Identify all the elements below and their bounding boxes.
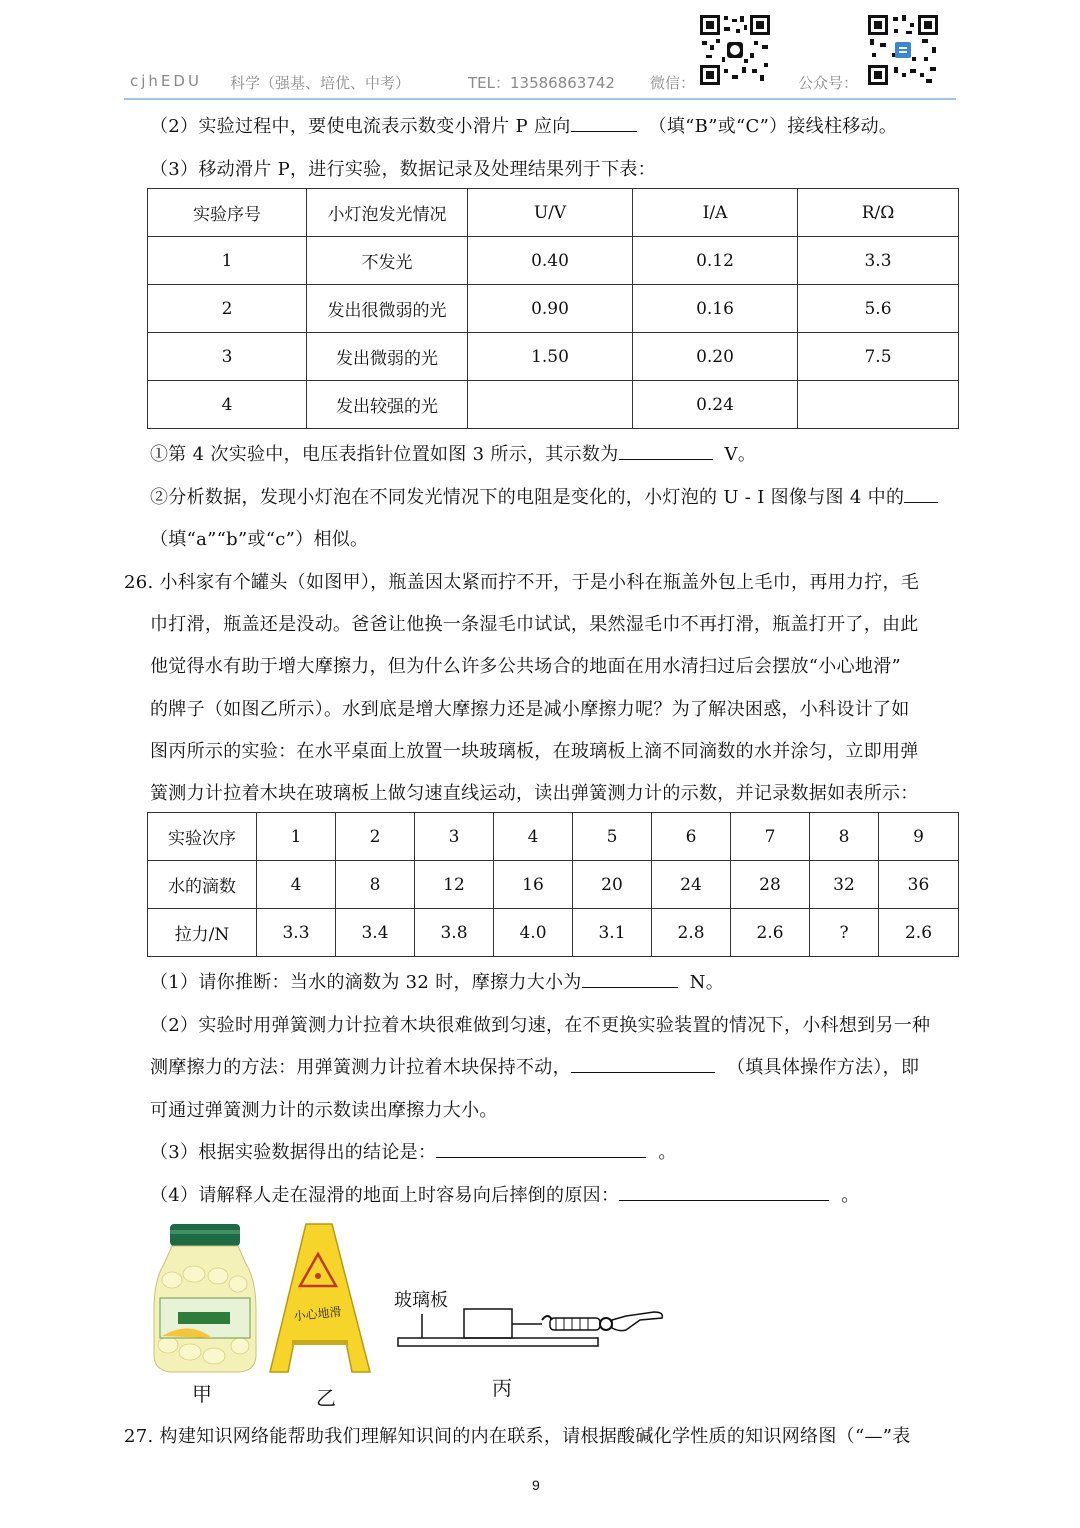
q25-sub2: ②分析数据，发现小灯泡在不同发光情况下的电阻是变化的，小灯泡的 U - I 图像与图 4 中的	[150, 483, 938, 509]
table-cell	[798, 381, 959, 429]
table-cell: 水的滴数	[148, 861, 257, 909]
table-cell: 1.50	[468, 333, 633, 381]
q26-part4-blank	[619, 1182, 829, 1201]
q25-sub2-blank	[904, 484, 938, 503]
table-cell: 1	[257, 813, 336, 861]
table-cell: 32	[810, 861, 879, 909]
table-cell: 9	[879, 813, 959, 861]
table-cell: 8	[336, 861, 415, 909]
table-cell: 3	[148, 333, 307, 381]
table-cell: 2.6	[731, 909, 810, 957]
official-account-qr-code-icon	[866, 13, 940, 87]
table-header-cell: 实验序号	[148, 189, 307, 237]
table-cell: 3.3	[257, 909, 336, 957]
table-header-cell: 小灯泡发光情况	[307, 189, 468, 237]
table-cell: 2.6	[879, 909, 959, 957]
table-cell: 发出较强的光	[307, 381, 468, 429]
q26-part2b: 测摩擦力的方法：用弹簧测力计拉着木块保持不动， （填具体操作方法），即	[150, 1053, 919, 1079]
table-cell: 发出很微弱的光	[307, 285, 468, 333]
q26-part2a: （2）实验时用弹簧测力计拉着木块很难做到匀速，在不更换实验装置的情况下，小科想到另一种	[150, 1015, 931, 1036]
table-cell: 0.12	[633, 237, 798, 285]
q26-part3-blank	[436, 1139, 646, 1158]
table-cell: 5.6	[798, 285, 959, 333]
table-row	[148, 909, 959, 957]
glass-plate-label: 玻璃板	[394, 1290, 448, 1311]
table-header-row	[148, 189, 959, 237]
header-wechat-label: 微信：	[650, 74, 696, 92]
table-cell: 实验次序	[148, 813, 257, 861]
table-cell: 4	[257, 861, 336, 909]
q26-line-4: 的牌子（如图乙所示）。水到底是增大摩擦力还是减小摩擦力呢？为了解决困惑，小科设计了如	[150, 699, 910, 720]
q26-part2c: 可通过弹簧测力计的示数读出摩擦力大小。	[150, 1100, 498, 1121]
table-cell: 3.8	[415, 909, 494, 957]
q27-line-1: 27. 构建知识网络能帮助我们理解知识间的内在联系，请根据酸碱化学性质的知识网络图（“—”表	[124, 1426, 911, 1447]
figure-label-bing: 丙	[492, 1376, 512, 1400]
q26-line-6: 簧测力计拉着木块在玻璃板上做匀速直线运动，读出弹簧测力计的示数，并记录数据如表所示：	[150, 783, 919, 804]
table-cell: 2	[148, 285, 307, 333]
q26-line-2: 巾打滑，瓶盖还是没动。爸爸让他换一条湿毛巾试试，果然湿毛巾不再打滑，瓶盖打开了，由此	[150, 614, 919, 635]
table-row	[148, 861, 959, 909]
canned-fruit-jar-image	[150, 1220, 260, 1375]
table-cell: 16	[494, 861, 573, 909]
table-header-cell: U/V	[468, 189, 633, 237]
table-cell: 2	[336, 813, 415, 861]
table-row	[148, 813, 959, 861]
table-cell: 6	[652, 813, 731, 861]
q26-part3: （3）根据实验数据得出的结论是： 。	[150, 1138, 677, 1164]
wechat-qr-code-icon	[698, 13, 772, 87]
table-cell: 不发光	[307, 237, 468, 285]
table-cell: 发出微弱的光	[307, 333, 468, 381]
q26-line-5: 图丙所示的实验：在水平桌面上放置一块玻璃板，在玻璃板上滴不同滴数的水并涂匀，立即用弹	[150, 741, 919, 762]
table-header-cell: R/Ω	[798, 189, 959, 237]
q25-part2: （2）实验过程中，要使电流表示数变小滑片 P 应向 （填“B”或“C”）接线柱移动。	[150, 112, 897, 138]
table-row	[148, 333, 959, 381]
q25-part2-blank	[571, 113, 637, 132]
table-row	[148, 381, 959, 429]
q25-data-table	[147, 188, 959, 429]
q26-line-1: 26. 小科家有个罐头（如图甲），瓶盖因太紧而拧不开，于是小科在瓶盖外包上毛巾，再用力拧，毛	[124, 572, 920, 593]
friction-experiment-diagram	[394, 1280, 666, 1360]
table-cell: 0.90	[468, 285, 633, 333]
table-cell: 0.20	[633, 333, 798, 381]
table-cell: 8	[810, 813, 879, 861]
table-cell: 4	[148, 381, 307, 429]
table-cell: 5	[573, 813, 652, 861]
q26-part1: （1）请你推断：当水的滴数为 32 时，摩擦力大小为 N。	[150, 968, 724, 994]
table-header-cell: I/A	[633, 189, 798, 237]
q25-sub1: ①第 4 次实验中，电压表指针位置如图 3 所示，其示数为 V。	[150, 440, 756, 466]
q26-part2-blank	[571, 1054, 715, 1073]
table-cell: 24	[652, 861, 731, 909]
q25-sub2-cont: （填“a”“b”或“c”）相似。	[150, 529, 369, 550]
table-row	[148, 237, 959, 285]
table-cell: 0.24	[633, 381, 798, 429]
table-cell: 拉力/N	[148, 909, 257, 957]
page-header	[128, 66, 956, 98]
q26-part4: （4）请解释人走在湿滑的地面上时容易向后摔倒的原因： 。	[150, 1181, 860, 1207]
table-cell: 3.3	[798, 237, 959, 285]
table-cell: 0.40	[468, 237, 633, 285]
table-cell: 7	[731, 813, 810, 861]
header-official-label: 公众号：	[798, 74, 859, 92]
table-cell: 7.5	[798, 333, 959, 381]
header-divider	[124, 98, 956, 100]
table-cell: 1	[148, 237, 307, 285]
q26-data-table	[147, 812, 959, 957]
wet-floor-sign-image	[266, 1222, 374, 1380]
header-subject: 科学（强基、培优、中考）	[230, 74, 411, 92]
table-cell: 4.0	[494, 909, 573, 957]
q26-part1-blank	[582, 969, 678, 988]
sign-text: 小心地滑	[292, 1304, 343, 1324]
q25-part3: （3）移动滑片 P，进行实验，数据记录及处理结果列于下表：	[150, 159, 656, 180]
table-cell: 0.16	[633, 285, 798, 333]
table-cell: 3.4	[336, 909, 415, 957]
header-brand: cjhEDU	[130, 72, 202, 90]
figure-label-jia: 甲	[192, 1382, 212, 1406]
header-tel: TEL：13586863742	[468, 74, 615, 92]
table-cell: 4	[494, 813, 573, 861]
table-cell: 3.1	[573, 909, 652, 957]
figure-label-yi: 乙	[316, 1386, 336, 1410]
table-cell: 28	[731, 861, 810, 909]
table-cell: 12	[415, 861, 494, 909]
page-number: 9	[532, 1477, 540, 1493]
table-cell: ?	[810, 909, 879, 957]
table-cell: 2.8	[652, 909, 731, 957]
table-cell: 20	[573, 861, 652, 909]
table-cell: 36	[879, 861, 959, 909]
q26-line-3: 他觉得水有助于增大摩擦力，但为什么许多公共场合的地面在用水清扫过后会摆放“小心地滑”	[150, 656, 901, 677]
q25-sub1-blank	[619, 441, 713, 460]
table-row	[148, 285, 959, 333]
table-cell: 3	[415, 813, 494, 861]
table-cell	[468, 381, 633, 429]
